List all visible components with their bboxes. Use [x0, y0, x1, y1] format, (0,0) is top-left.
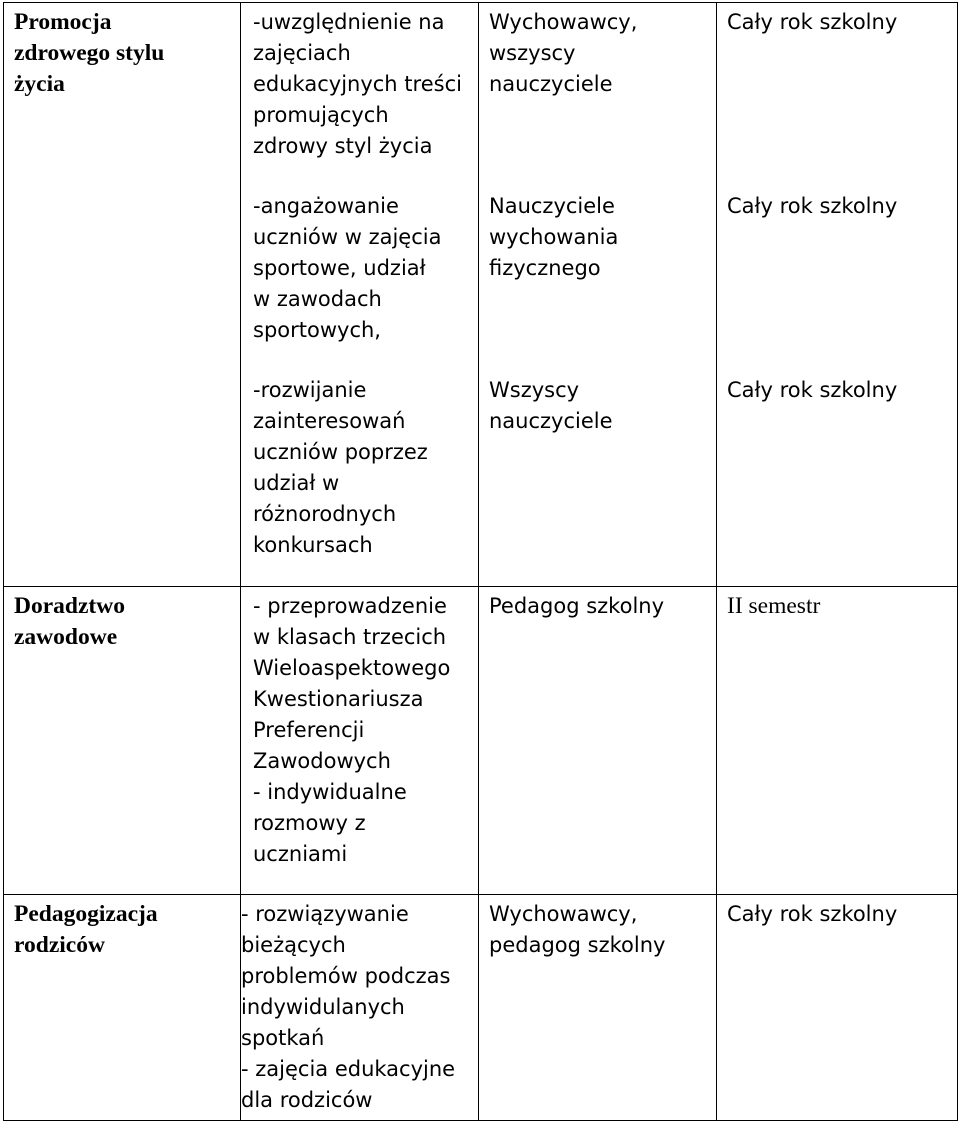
task-line: zajęciach — [253, 41, 351, 65]
responsible-line: pedagog szkolny — [489, 933, 666, 957]
responsible-line: nauczyciele — [489, 408, 613, 433]
table-row — [4, 3, 958, 187]
category-label-line: rodziców — [14, 932, 105, 958]
task-line: spotkań — [241, 1026, 325, 1050]
term-line: Cały rok szkolny — [727, 10, 898, 34]
term-line: Cały rok szkolny — [727, 377, 898, 402]
category-cell — [4, 3, 241, 587]
task-line: - indywidualne — [253, 780, 407, 804]
task-cell — [241, 187, 479, 371]
task-cell — [241, 587, 479, 895]
task-cell — [241, 895, 479, 1121]
task-line: udział w — [253, 470, 340, 495]
task-cell — [241, 3, 479, 187]
table-row — [4, 587, 958, 895]
category-cell — [4, 895, 241, 1121]
task-line: -rozwijanie — [253, 377, 367, 402]
term-line: Cały rok szkolny — [727, 902, 898, 926]
category-label-line: Promocja — [14, 9, 112, 35]
task-line: różnorodnych — [253, 501, 397, 526]
task-line: zainteresowań — [253, 408, 406, 433]
category-label-line: życia — [14, 71, 65, 97]
task-line: w klasach trzecich — [253, 625, 447, 649]
term-cell — [717, 587, 958, 895]
responsible-cell — [479, 895, 717, 1121]
task-line: Wieloaspektowego — [253, 656, 451, 680]
task-line: sportowych, — [253, 317, 381, 342]
responsible-cell — [479, 187, 717, 371]
term-line: II semestr — [727, 593, 821, 619]
task-line: Zawodowych — [253, 749, 391, 773]
responsible-line: Nauczyciele — [489, 193, 615, 218]
task-line: sportowe, udział — [253, 255, 426, 280]
task-line: - zajęcia edukacyjne — [241, 1057, 456, 1081]
term-cell — [717, 187, 958, 371]
term-cell — [717, 895, 958, 1121]
category-label-line: Doradztwo — [14, 593, 125, 619]
task-line: w zawodach — [253, 286, 382, 311]
table-row — [4, 895, 958, 1121]
task-line: problemów podczas — [241, 964, 451, 988]
task-line: Kwestionariusza — [253, 687, 424, 711]
term-cell — [717, 371, 958, 587]
task-line: promujących — [253, 103, 389, 127]
task-line: uczniów poprzez — [253, 439, 428, 464]
responsible-cell — [479, 371, 717, 587]
category-label-line: Pedagogizacja — [14, 901, 158, 927]
task-line: zdrowy styl życia — [253, 134, 433, 158]
responsible-line: Pedagog szkolny — [489, 594, 665, 618]
responsible-line: wychowania — [489, 224, 619, 249]
category-label-line: zdrowego stylu — [14, 40, 165, 66]
responsible-line: Wychowawcy, — [489, 902, 638, 926]
task-line: uczniami — [253, 842, 348, 866]
responsible-line: fizycznego — [489, 255, 601, 280]
task-cell — [241, 371, 479, 587]
task-line: uczniów w zajęcia — [253, 224, 442, 249]
responsible-line: wszyscy — [489, 41, 576, 65]
responsible-line: Wszyscy — [489, 377, 580, 402]
task-line: konkursach — [253, 532, 373, 557]
task-line: dla rodziców — [241, 1088, 373, 1112]
task-line: indywidulanych — [241, 995, 405, 1019]
task-line: - rozwiązywanie — [241, 902, 409, 926]
responsible-line: nauczyciele — [489, 72, 613, 96]
task-line: edukacyjnych treści — [253, 72, 462, 96]
responsible-line: Wychowawcy, — [489, 10, 638, 34]
category-cell — [4, 587, 241, 895]
term-cell — [717, 3, 958, 187]
responsible-cell — [479, 3, 717, 187]
task-line: bieżących — [241, 933, 346, 957]
task-line: -angażowanie — [253, 193, 399, 218]
category-label-line: zawodowe — [14, 624, 118, 650]
task-line: - przeprowadzenie — [253, 594, 447, 618]
task-line: -uwzględnienie na — [253, 10, 445, 34]
responsible-cell — [479, 587, 717, 895]
task-line: rozmowy z — [253, 811, 366, 835]
term-line: Cały rok szkolny — [727, 193, 898, 218]
task-line: Preferencji — [253, 718, 365, 742]
program-table — [3, 2, 958, 1121]
